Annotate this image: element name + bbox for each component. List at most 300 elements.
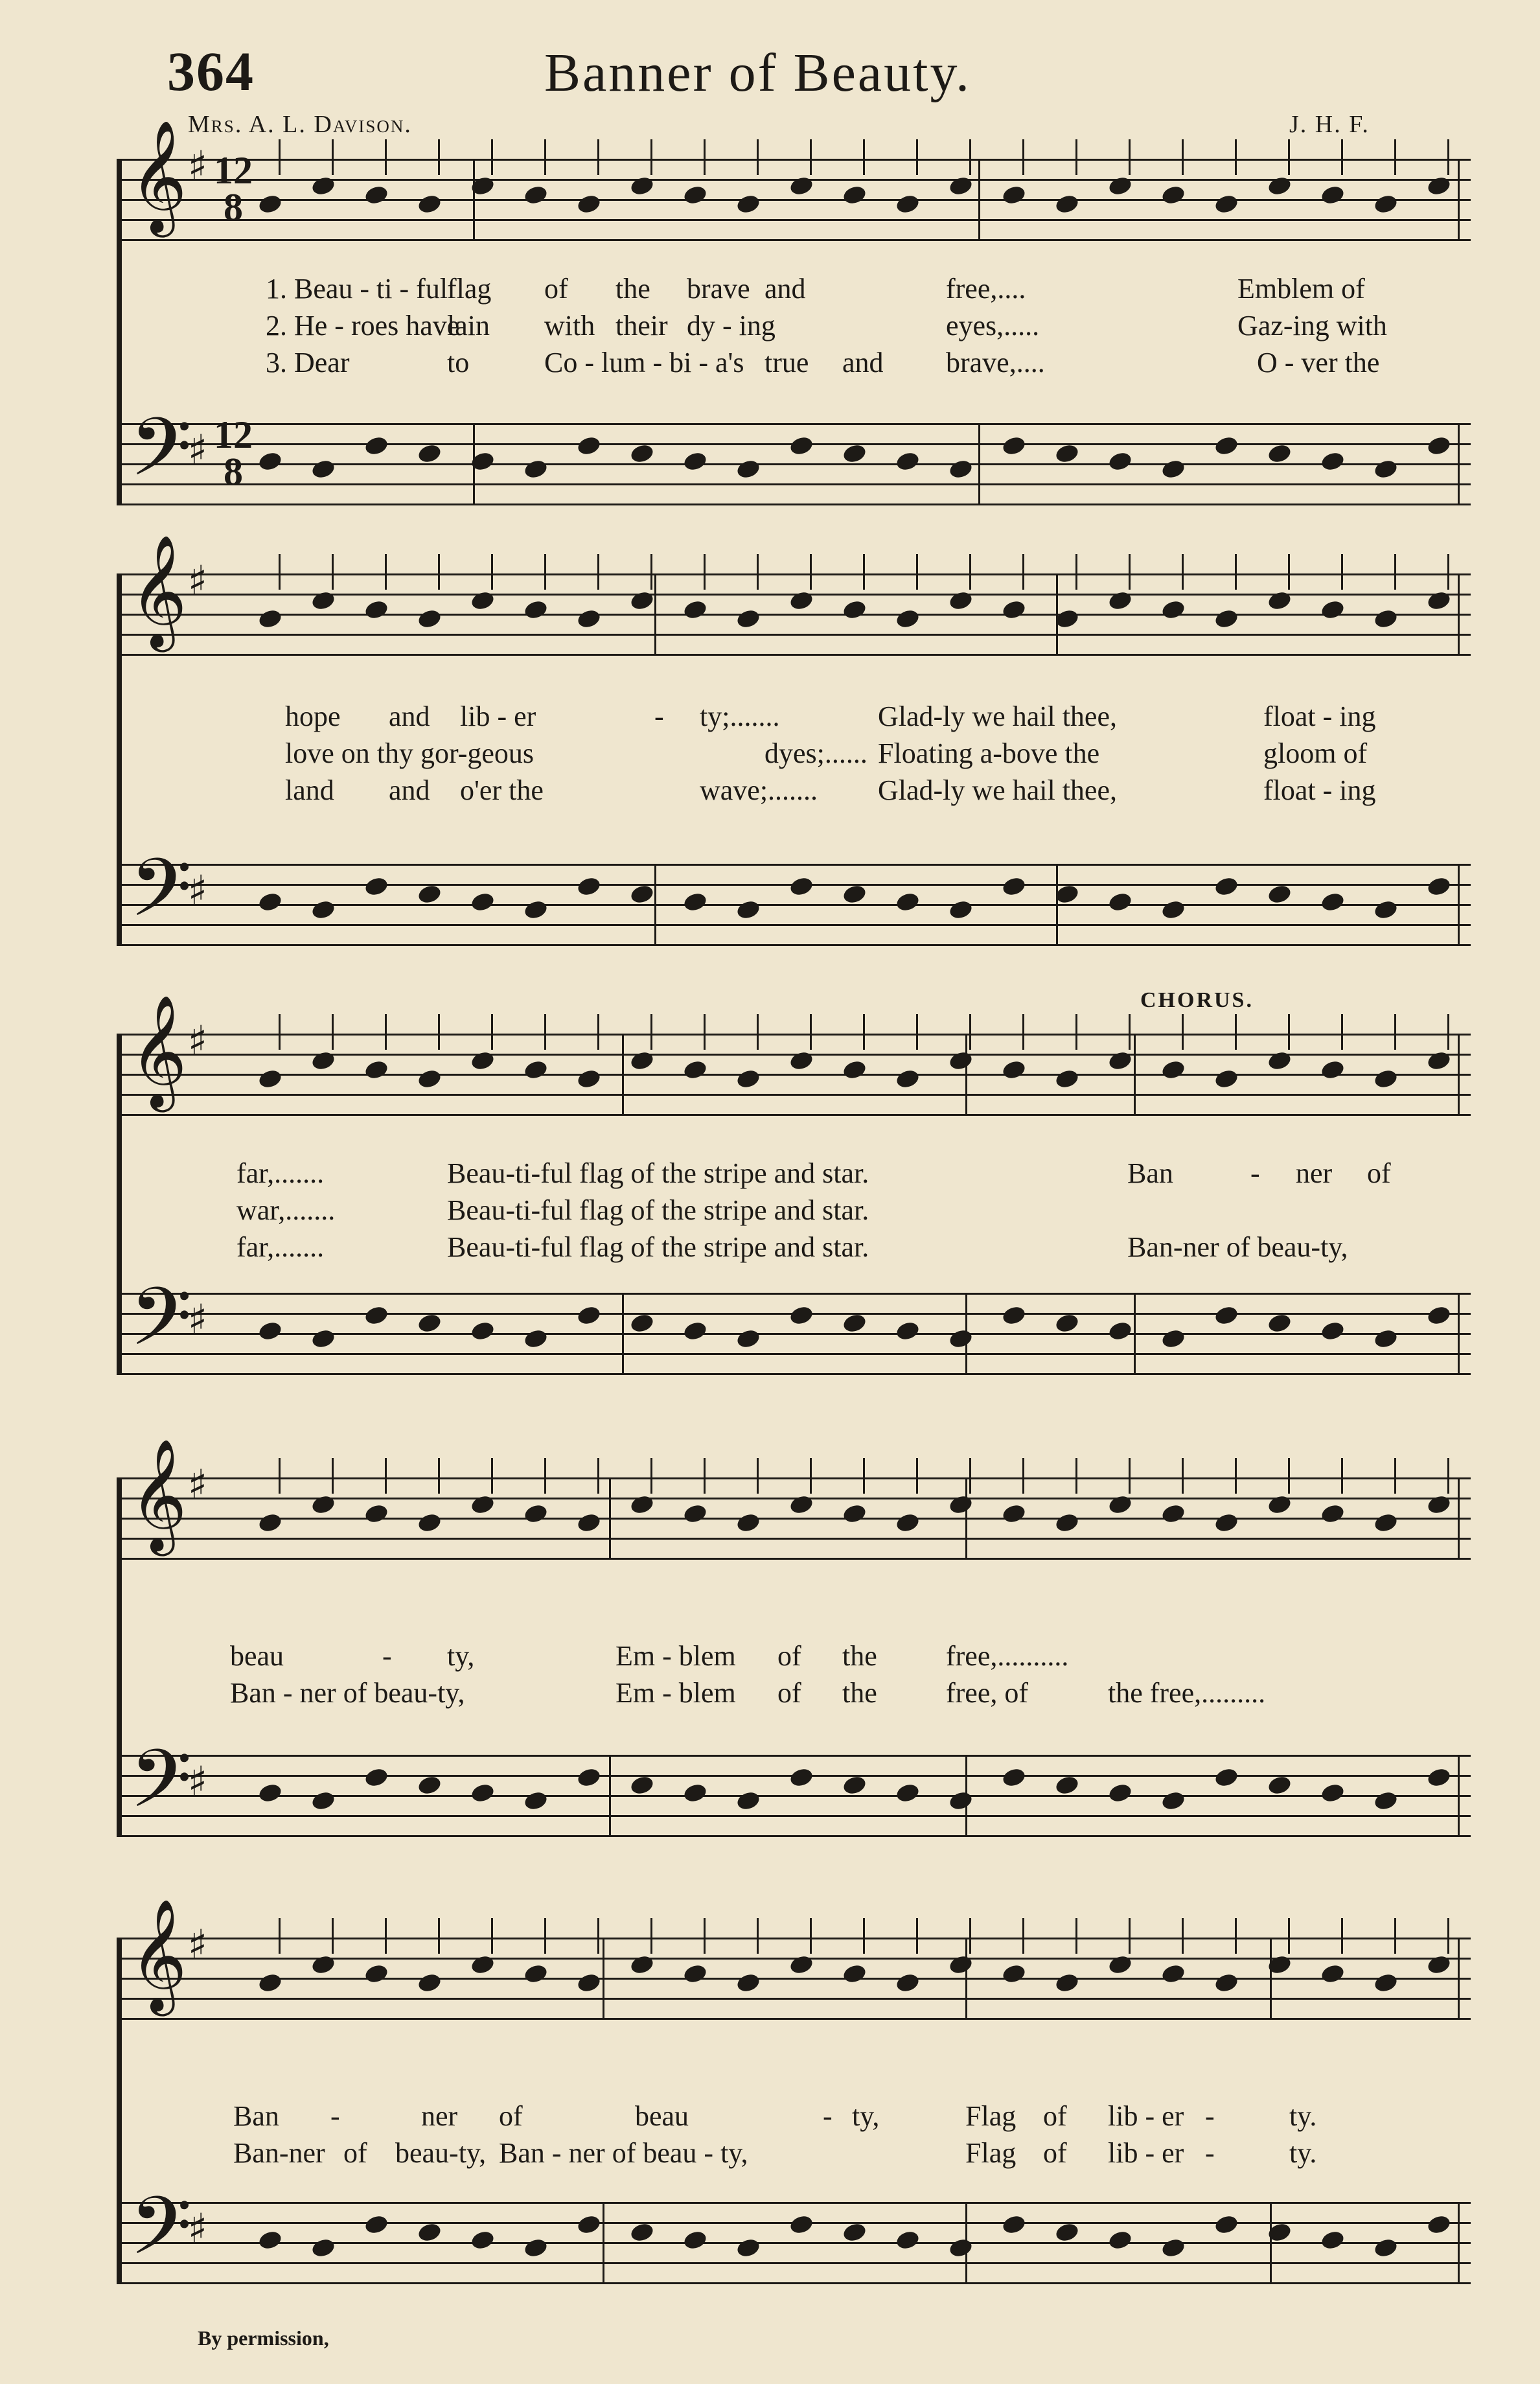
barline [654, 864, 656, 945]
barline [965, 1477, 967, 1558]
note-stem [1288, 1918, 1290, 1954]
lyric-syllable: O - ver the [1257, 347, 1380, 378]
music-system-4 [117, 1439, 1471, 1846]
note-stem [279, 1458, 281, 1494]
lyric-syllable: of [1367, 1157, 1391, 1189]
lyric-syllable: float - ing [1263, 700, 1376, 732]
note-stem [438, 1014, 440, 1050]
note-stem [916, 1918, 918, 1954]
staff-line [117, 2202, 1471, 2204]
staff-line [117, 2262, 1471, 2264]
note-stem [1341, 1014, 1343, 1050]
note-stem [757, 1458, 759, 1494]
treble-clef-icon: 𝄞 [130, 120, 187, 233]
note-stem [597, 554, 599, 590]
barline [1458, 1293, 1460, 1374]
barline [1134, 1034, 1136, 1115]
lyric-syllable: gloom of [1263, 737, 1368, 769]
lyric-syllable: wave;....... [700, 774, 818, 806]
music-system-3 [117, 988, 1471, 1383]
note-stem [1182, 139, 1184, 175]
note-stem [916, 139, 918, 175]
note-stem [1182, 554, 1184, 590]
note-stem [1288, 554, 1290, 590]
note-stem [597, 1918, 599, 1954]
staff-line [117, 1558, 1471, 1560]
lyric-syllable: Beau-ti-ful flag of the stripe and star. [447, 1194, 869, 1226]
note-stem [1288, 1458, 1290, 1494]
barline [622, 1034, 624, 1115]
staff-line [117, 1835, 1471, 1837]
note-stem [1235, 1458, 1237, 1494]
barline [1056, 573, 1058, 654]
lyric-syllable: dy - ing [687, 310, 776, 341]
note-stem [1129, 139, 1131, 175]
note-stem [704, 139, 706, 175]
note-stem [1447, 139, 1449, 175]
note-stem [1288, 139, 1290, 175]
note-stem [1129, 1918, 1131, 1954]
composer-credit: J. H. F. [1289, 111, 1370, 138]
note-stem [1447, 554, 1449, 590]
lyric-syllable: ty, [447, 1640, 475, 1672]
lyric-syllable: Ban - ner of beau - ty, [499, 2137, 748, 2169]
note-stem [1288, 1014, 1290, 1050]
staff-line [117, 1538, 1471, 1540]
barline [1458, 159, 1460, 240]
note-stem [544, 139, 546, 175]
note-stem [810, 1014, 812, 1050]
staff-line [117, 2018, 1471, 2020]
note-stem [1394, 554, 1396, 590]
note-stem [332, 1458, 334, 1494]
barline [978, 159, 980, 240]
barline [1458, 1034, 1460, 1115]
note-stem [863, 554, 865, 590]
lyric-syllable: Ban [1127, 1157, 1173, 1189]
staff-line [117, 1034, 1471, 1036]
lyric-syllable: - [823, 2100, 833, 2132]
note-stem [385, 1458, 387, 1494]
note-stem [1341, 554, 1343, 590]
staff-line [117, 1978, 1471, 1980]
barline [473, 159, 475, 240]
lyric-syllable: love on thy gor-geous [285, 737, 534, 769]
barline [978, 423, 980, 504]
lyric-syllable: land [285, 774, 334, 806]
lyric-syllable: lain [447, 310, 490, 341]
lyric-syllable: float - ing [1263, 774, 1376, 806]
note-stem [810, 1458, 812, 1494]
staff-line [117, 159, 1471, 161]
lyric-syllable: of [777, 1640, 801, 1672]
lyric-syllable: Ban-ner [233, 2137, 325, 2169]
note-stem [1022, 1458, 1024, 1494]
lyric-syllable: o'er the [460, 774, 544, 806]
lyric-syllable: free, of [946, 1677, 1029, 1709]
lyric-syllable: of [1043, 2137, 1067, 2169]
hymn-number: 364 [167, 40, 255, 102]
barline [603, 2202, 604, 2283]
barline [654, 573, 656, 654]
note-stem [1447, 1014, 1449, 1050]
note-stem [597, 139, 599, 175]
lyric-syllable: - [654, 700, 664, 732]
lyric-syllable: Flag [965, 2137, 1017, 2169]
note-stem [1235, 1918, 1237, 1954]
time-signature-bottom: 8 [224, 450, 243, 493]
lyric-syllable: war,....... [236, 1194, 336, 1226]
bass-clef-icon: 𝄢 [130, 1733, 192, 1846]
note-stem [438, 139, 440, 175]
lyric-syllable: - [1250, 1157, 1260, 1189]
note-stem [438, 1918, 440, 1954]
time-signature-top: 12 [214, 413, 253, 456]
staff-line [117, 634, 1471, 636]
staff-line [117, 1373, 1471, 1375]
note-stem [1235, 139, 1237, 175]
note-stem [863, 1918, 865, 1954]
note-stem [969, 554, 971, 590]
barline [1458, 864, 1460, 945]
note-stem [332, 1918, 334, 1954]
note-stem [1447, 1458, 1449, 1494]
lyric-syllable: eyes,..... [946, 310, 1040, 341]
barline [609, 1755, 611, 1836]
barline [1134, 1293, 1136, 1374]
note-stem [863, 139, 865, 175]
staff-line [117, 924, 1471, 926]
note-stem [279, 139, 281, 175]
note-stem [279, 1014, 281, 1050]
lyric-syllable: the free,......... [1108, 1677, 1266, 1709]
note-stem [757, 554, 759, 590]
note-stem [279, 1918, 281, 1954]
barline [1056, 864, 1058, 945]
lyric-syllable: far,....... [236, 1157, 325, 1189]
note-stem [757, 139, 759, 175]
lyric-syllable: with [544, 310, 595, 341]
barline [1458, 423, 1460, 504]
note-stem [1341, 1458, 1343, 1494]
note-stem [491, 554, 493, 590]
note-stem [1022, 1918, 1024, 1954]
lyric-syllable: - [1205, 2100, 1215, 2132]
lyric-syllable: far,....... [236, 1231, 325, 1263]
lyric-syllable: ner [1296, 1157, 1333, 1189]
lyric-syllable: and [764, 273, 806, 305]
note-stem [332, 1014, 334, 1050]
time-signature [214, 149, 253, 229]
lyric-syllable: free,.... [946, 273, 1026, 305]
staff-line [117, 1755, 1471, 1757]
lyric-syllable: ty;....... [700, 700, 780, 732]
note-stem [810, 554, 812, 590]
lyric-syllable: 1. Beau - ti - ful [266, 273, 448, 305]
note-stem [1182, 1014, 1184, 1050]
lyric-syllable: the [842, 1640, 877, 1672]
note-stem [1129, 554, 1131, 590]
lyric-syllable: flag [447, 273, 492, 305]
lyric-syllable: ner [421, 2100, 458, 2132]
key-signature-sharp: ♯ [188, 1461, 208, 1508]
staff-line [117, 199, 1471, 201]
staff-treble [117, 1439, 1471, 1560]
key-signature-sharp: ♯ [188, 1757, 208, 1805]
staff-line [117, 573, 1471, 575]
note-stem [969, 1014, 971, 1050]
lyric-syllable: Co - lum - bi - a's [544, 347, 744, 378]
staff-line [117, 1074, 1471, 1076]
note-stem [1022, 1014, 1024, 1050]
note-stem [1182, 1918, 1184, 1954]
lyric-syllable: lib - er [1108, 2137, 1184, 2169]
staff-line [117, 219, 1471, 221]
note-stem [1341, 1918, 1343, 1954]
lyric-syllable: Glad-ly we hail thee, [878, 700, 1117, 732]
note-stem [1235, 554, 1237, 590]
permission-note: By permission, [198, 2326, 329, 2350]
note-stem [544, 1458, 546, 1494]
lyric-syllable: 2. He - roes have [266, 310, 460, 341]
barline [965, 1034, 967, 1115]
staff-line [117, 1938, 1471, 1939]
lyric-syllable: beau-ty, [395, 2137, 487, 2169]
lyric-syllable: brave,.... [946, 347, 1045, 378]
lyric-syllable: Floating a-bove the [878, 737, 1100, 769]
note-stem [544, 554, 546, 590]
lyric-syllable: beau [635, 2100, 689, 2132]
lyric-syllable: ty, [852, 2100, 880, 2132]
note-stem [650, 139, 652, 175]
note-stem [650, 1458, 652, 1494]
staff-treble [117, 535, 1471, 656]
note-stem [438, 554, 440, 590]
note-stem [969, 1458, 971, 1494]
music-system-2 [117, 535, 1471, 955]
note-stem [810, 139, 812, 175]
staff-line [117, 423, 1471, 425]
staff-line [117, 1518, 1471, 1520]
staff-line [117, 654, 1471, 656]
note-stem [704, 1458, 706, 1494]
note-stem [1394, 139, 1396, 175]
staff-line [117, 1477, 1471, 1479]
note-stem [1075, 1014, 1077, 1050]
barline [1458, 1477, 1460, 1558]
staff-line [117, 2282, 1471, 2284]
note-stem [332, 139, 334, 175]
key-signature-sharp: ♯ [188, 142, 208, 189]
staff-line [117, 1998, 1471, 2000]
barline [1458, 1755, 1460, 1836]
lyric-syllable: their [615, 310, 668, 341]
bass-clef-icon: 𝄢 [130, 842, 192, 955]
chorus-label: CHORUS. [1140, 988, 1254, 1012]
note-stem [385, 554, 387, 590]
lyric-syllable: of [1043, 2100, 1067, 2132]
music-system-5 [117, 1899, 1471, 2293]
key-signature-sharp: ♯ [188, 557, 208, 604]
treble-clef-icon: 𝄞 [130, 1439, 187, 1551]
lyric-syllable: lib - er [1108, 2100, 1184, 2132]
key-signature-sharp: ♯ [188, 1017, 208, 1064]
key-signature-sharp: ♯ [188, 866, 208, 914]
note-stem [704, 1014, 706, 1050]
lyric-syllable: free,.......... [946, 1640, 1069, 1672]
note-stem [597, 1458, 599, 1494]
note-stem [1075, 1918, 1077, 1954]
lyric-syllable: of [499, 2100, 523, 2132]
staff-line [117, 1815, 1471, 1817]
staff-line [117, 614, 1471, 616]
lyric-syllable: and [389, 700, 430, 732]
lyric-syllable: beau [230, 1640, 284, 1672]
note-stem [1447, 1918, 1449, 1954]
note-stem [1075, 139, 1077, 175]
lyric-syllable: lib - er [460, 700, 536, 732]
lyric-syllable: dyes;...... [764, 737, 868, 769]
staff-line [117, 864, 1471, 866]
lyric-syllable: - [330, 2100, 340, 2132]
lyric-syllable: the [842, 1677, 877, 1709]
staff-line [117, 1353, 1471, 1355]
key-signature-sharp: ♯ [188, 1921, 208, 1968]
note-stem [757, 1014, 759, 1050]
staff-line [117, 483, 1471, 485]
staff-treble [117, 1899, 1471, 2020]
bass-clef-icon: 𝄢 [130, 1271, 192, 1383]
time-signature-bottom: 8 [224, 186, 243, 229]
lyric-syllable: of [343, 2137, 367, 2169]
lyric-syllable: to [447, 347, 470, 378]
key-signature-sharp: ♯ [188, 426, 208, 473]
barline [1458, 2202, 1460, 2283]
bass-clef-icon: 𝄢 [130, 401, 192, 514]
lyric-syllable: - [1205, 2137, 1215, 2169]
note-stem [544, 1918, 546, 1954]
barline [1458, 1938, 1460, 2019]
note-stem [1182, 1458, 1184, 1494]
note-stem [1394, 1458, 1396, 1494]
note-stem [491, 139, 493, 175]
note-stem [1075, 1458, 1077, 1494]
lyric-syllable: Em - blem [615, 1640, 736, 1672]
note-stem [279, 554, 281, 590]
time-signature-top: 12 [214, 149, 253, 192]
note-stem [863, 1458, 865, 1494]
lyric-syllable: Emblem of [1237, 273, 1365, 305]
lyric-syllable: Glad-ly we hail thee, [878, 774, 1117, 806]
note-stem [810, 1918, 812, 1954]
author-credit: Mrs. A. L. Davison. [188, 111, 412, 138]
lyric-syllable: hope [285, 700, 341, 732]
lyric-syllable: Ban [233, 2100, 279, 2132]
note-stem [863, 1014, 865, 1050]
note-stem [544, 1014, 546, 1050]
note-stem [650, 1918, 652, 1954]
note-stem [1022, 554, 1024, 590]
note-stem [385, 1014, 387, 1050]
note-stem [597, 1014, 599, 1050]
note-stem [438, 1458, 440, 1494]
lyric-syllable: - [382, 1640, 392, 1672]
lyric-syllable: Ban-ner of beau-ty, [1127, 1231, 1348, 1263]
staff-line [117, 503, 1471, 505]
staff-line [117, 1094, 1471, 1096]
note-stem [332, 554, 334, 590]
lyric-syllable: the [615, 273, 650, 305]
lyric-syllable: 3. Dear [266, 347, 350, 378]
note-stem [1075, 554, 1077, 590]
lyric-syllable: ty. [1289, 2137, 1317, 2169]
barline [1270, 2202, 1272, 2283]
note-stem [1129, 1458, 1131, 1494]
time-signature [214, 413, 253, 493]
hymn-title: Banner of Beauty. [544, 43, 972, 103]
staff-line [117, 1114, 1471, 1116]
note-stem [969, 1918, 971, 1954]
barline [622, 1293, 624, 1374]
note-stem [916, 1458, 918, 1494]
lyric-syllable: Gaz-ing with [1237, 310, 1387, 341]
note-stem [1341, 139, 1343, 175]
note-stem [757, 1918, 759, 1954]
staff-line [117, 1293, 1471, 1295]
note-stem [969, 139, 971, 175]
lyric-syllable: and [842, 347, 884, 378]
barline [603, 1938, 604, 2019]
bass-clef-icon: 𝄢 [130, 2180, 192, 2293]
lyric-syllable: Beau-ti-ful flag of the stripe and star. [447, 1231, 869, 1263]
treble-clef-icon: 𝄞 [130, 535, 187, 647]
note-stem [704, 1918, 706, 1954]
note-stem [916, 554, 918, 590]
staff-line [117, 239, 1471, 241]
note-stem [1022, 139, 1024, 175]
treble-clef-icon: 𝄞 [130, 1899, 187, 2011]
barline [965, 1938, 967, 2019]
key-signature-sharp: ♯ [188, 2205, 208, 2252]
lyric-syllable: of [777, 1677, 801, 1709]
note-stem [491, 1458, 493, 1494]
note-stem [1235, 1014, 1237, 1050]
lyric-syllable: Em - blem [615, 1677, 736, 1709]
key-signature-sharp: ♯ [188, 1295, 208, 1343]
note-stem [491, 1918, 493, 1954]
note-stem [1394, 1014, 1396, 1050]
lyric-syllable: and [389, 774, 430, 806]
lyric-syllable: brave [687, 273, 750, 305]
barline [1458, 573, 1460, 654]
note-stem [385, 139, 387, 175]
barline [1270, 1938, 1272, 2019]
note-stem [704, 554, 706, 590]
barline [609, 1477, 611, 1558]
lyric-syllable: Ban - ner of beau-ty, [230, 1677, 465, 1709]
lyric-syllable: true [764, 347, 809, 378]
note-stem [1129, 1014, 1131, 1050]
note-stem [385, 1918, 387, 1954]
note-stem [650, 1014, 652, 1050]
note-stem [916, 1014, 918, 1050]
lyric-syllable: Flag [965, 2100, 1017, 2132]
staff-line [117, 944, 1471, 946]
lyric-syllable: Beau-ti-ful flag of the stripe and star. [447, 1157, 869, 1189]
note-stem [491, 1014, 493, 1050]
lyric-syllable: ty. [1289, 2100, 1317, 2132]
lyric-syllable: of [544, 273, 568, 305]
